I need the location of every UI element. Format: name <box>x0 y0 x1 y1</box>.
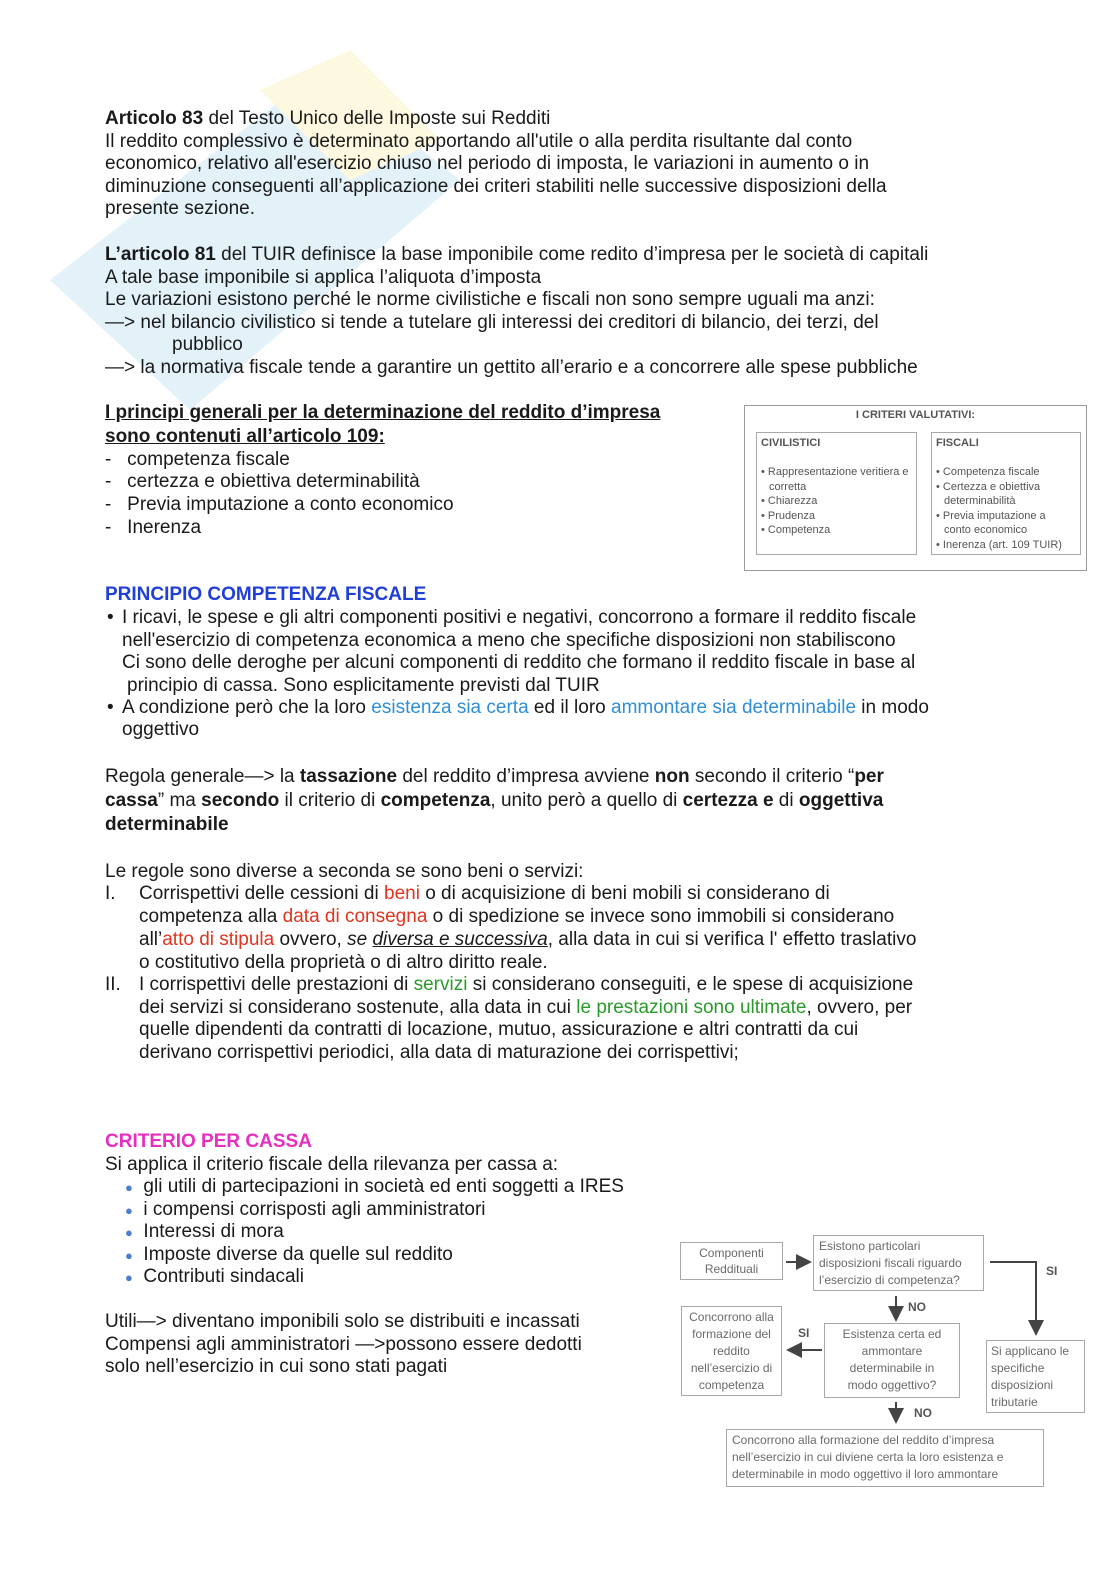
art81-line: A tale base imponibile si applica l’aliquota d’imposta <box>105 267 542 288</box>
fiscali-title: FISCALI <box>936 437 979 449</box>
cassa-item: ● Imposte diverse da quelle sul reddito <box>125 1244 453 1265</box>
art83-line: Il reddito complessivo è determinato apportando all'utile o alla perdita risultante dal conto <box>105 131 853 152</box>
fiscali-item: • Previa imputazione a <box>936 509 1046 522</box>
competenza-line: principio di cassa. Sono esplicitamente previsti dal TUIR <box>127 675 600 696</box>
principi-title: I principi generali per la determinazione del reddito d’impresa <box>105 402 661 423</box>
principi-item: - competenza fiscale <box>105 449 290 470</box>
regola-number: II. <box>105 974 121 995</box>
regola-servizi-line: dei servizi si considerano sostenute, alla data in cui le prestazioni sono ultimate, ovvero, per <box>139 997 913 1018</box>
flow-finale: Concorrono alla formazione del reddito d’impresa nell’esercizio in cui diviene certa la loro esistenza e determinabile in modo oggettivo il loro ammontare <box>726 1429 1044 1487</box>
civilistici-item: • Chiarezza <box>761 495 818 507</box>
fiscali-item: • Certezza e obiettiva <box>936 480 1041 493</box>
regola-line: determinabile <box>105 814 229 835</box>
regola-beni-line: competenza alla data di consegna o di spedizione se invece sono immobili si considerano <box>139 906 895 927</box>
civilistici-item: corretta <box>769 480 807 493</box>
art81-line: —> nel bilancio civilistico si tende a tutelare gli interessi dei creditori di bilancio, dei terzi, del <box>105 312 879 333</box>
flow-label-si: SI <box>798 1326 810 1340</box>
bullet-icon: • <box>107 607 114 628</box>
flow-label-no: NO <box>908 1300 926 1314</box>
flow-componenti: Componenti Reddituali <box>680 1242 783 1280</box>
competenza-line: nell'esercizio di competenza economica a meno che specifiche disposizioni non stabiliscono <box>122 630 896 651</box>
bullet-icon: • <box>107 697 114 718</box>
cassa-note: Compensi agli amministratori —>possono essere dedotti <box>105 1334 582 1355</box>
bullet-icon: ● <box>125 1248 133 1263</box>
cassa-item: ● Contributi sindacali <box>125 1266 304 1287</box>
regola-number: I. <box>105 883 116 904</box>
cassa-note: solo nell’esercizio in cui sono stati pagati <box>105 1356 448 1377</box>
arrow-si <box>990 1262 1036 1332</box>
flow-applicano: Si applicano le specifiche disposizioni tributarie <box>986 1340 1085 1413</box>
competenza-line: I ricavi, le spese e gli altri componenti positivi e negativi, concorrono a formare il reddito fiscale <box>122 607 917 628</box>
fiscali-item: determinabilità <box>944 495 1016 507</box>
bullet-icon: ● <box>125 1225 133 1240</box>
principi-item: - Inerenza <box>105 517 202 538</box>
cassa-note: Utili—> diventano imponibili solo se distribuiti e incassati <box>105 1311 580 1332</box>
art83-heading: Articolo 83 del Testo Unico delle Imposte sui Redditi <box>105 108 551 129</box>
art81-line: pubblico <box>172 334 243 355</box>
principi-title: sono contenuti all’articolo 109: <box>105 426 385 447</box>
regola-line: Regola generale—> la tassazione del reddito d’impresa avviene non secondo il criterio “per <box>105 766 884 787</box>
regola-beni-line: Corrispettivi delle cessioni di beni o di acquisizione di beni mobili si considerano di <box>139 883 830 904</box>
flow-esistono: Esistono particolari disposizioni fiscali riguardo l’esercizio di competenza? <box>813 1235 984 1291</box>
cassa-intro: Si applica il criterio fiscale della rilevanza per cassa a: <box>105 1154 559 1175</box>
flow-esistenza: Esistenza certa ed ammontare determinabile in modo oggettivo? <box>824 1323 960 1398</box>
regola-servizi-line: derivano corrispettivi periodici, alla data di maturazione dei corrispettivi; <box>139 1042 739 1063</box>
art83-line: presente sezione. <box>105 198 255 219</box>
regola-beni-line: o costitutivo della proprietà o di altro diritto reale. <box>139 952 548 973</box>
regola-beni-line: all’atto di stipula ovvero, se diversa e successiva, alla data in cui si verifica l' effetto traslativo <box>139 929 917 950</box>
regole-intro: Le regole sono diverse a seconda se sono beni o servizi: <box>105 861 584 882</box>
art81-line: —> la normativa fiscale tende a garantire un gettito all’erario e a concorrere alle spese pubbliche <box>105 357 918 378</box>
fiscali-item: • Inerenza (art. 109 TUIR) <box>936 538 1062 551</box>
competenza-line: Ci sono delle deroghe per alcuni componenti di reddito che formano il reddito fiscale in base al <box>122 652 916 673</box>
regola-servizi-line: quelle dipendenti da contratti di locazione, mutuo, assicurazione e altri contratti da cui <box>139 1019 859 1040</box>
cassa-item: ● i compensi corrisposti agli amministratori <box>125 1199 486 1220</box>
regola-servizi-line: I corrispettivi delle prestazioni di servizi si considerano conseguiti, e le spese di acquisizione <box>139 974 914 995</box>
fiscali-item: • Competenza fiscale <box>936 466 1040 478</box>
civilistici-title: CIVILISTICI <box>761 437 821 449</box>
cassa-item: ● Interessi di mora <box>125 1221 284 1242</box>
competenza-condition: A condizione però che la loro esistenza sia certa ed il loro ammontare sia determinabile in modo <box>122 697 929 718</box>
art81-line: Le variazioni esistono perché le norme civilistiche e fiscali non sono sempre uguali ma anzi: <box>105 289 875 310</box>
principi-item: - Previa imputazione a conto economico <box>105 494 454 515</box>
art81-heading: L’articolo 81 del TUIR definisce la base imponibile come redito d’impresa per le società di capitali <box>105 244 929 265</box>
competenza-title: PRINCIPIO COMPETENZA FISCALE <box>105 584 427 605</box>
bullet-icon: ● <box>125 1203 133 1218</box>
regola-line: cassa” ma secondo il criterio di competenza, unito però a quello di certezza e di oggettiva <box>105 790 884 811</box>
bullet-icon: ● <box>125 1180 133 1195</box>
competenza-line: oggettivo <box>122 719 200 740</box>
principi-item: - certezza e obiettiva determinabilità <box>105 471 420 492</box>
criteri-title: I CRITERI VALUTATIVI: <box>855 409 976 421</box>
flow-concorrono: Concorrono alla formazione del reddito nell’esercizio di competenza <box>681 1306 782 1396</box>
civilistici-item: • Rappresentazione veritiera e <box>761 466 909 478</box>
flow-label-si: SI <box>1046 1264 1058 1278</box>
art83-line: diminuzione conseguenti all’applicazione dei criteri stabiliti nelle successive disposizioni della <box>105 176 887 197</box>
civilistici-item: • Prudenza <box>761 509 815 522</box>
fiscali-item: conto economico <box>944 524 1028 536</box>
bullet-icon: ● <box>125 1270 133 1285</box>
flow-label-no: NO <box>914 1406 932 1420</box>
art83-line: economico, relativo all'esercizio chiuso nel periodo di imposta, le variazioni in aumento o in <box>105 153 870 174</box>
civilistici-item: • Competenza <box>761 524 831 536</box>
cassa-item: ● gli utili di partecipazioni in società ed enti soggetti a IRES <box>125 1176 624 1197</box>
cassa-title: CRITERIO PER CASSA <box>105 1131 312 1152</box>
